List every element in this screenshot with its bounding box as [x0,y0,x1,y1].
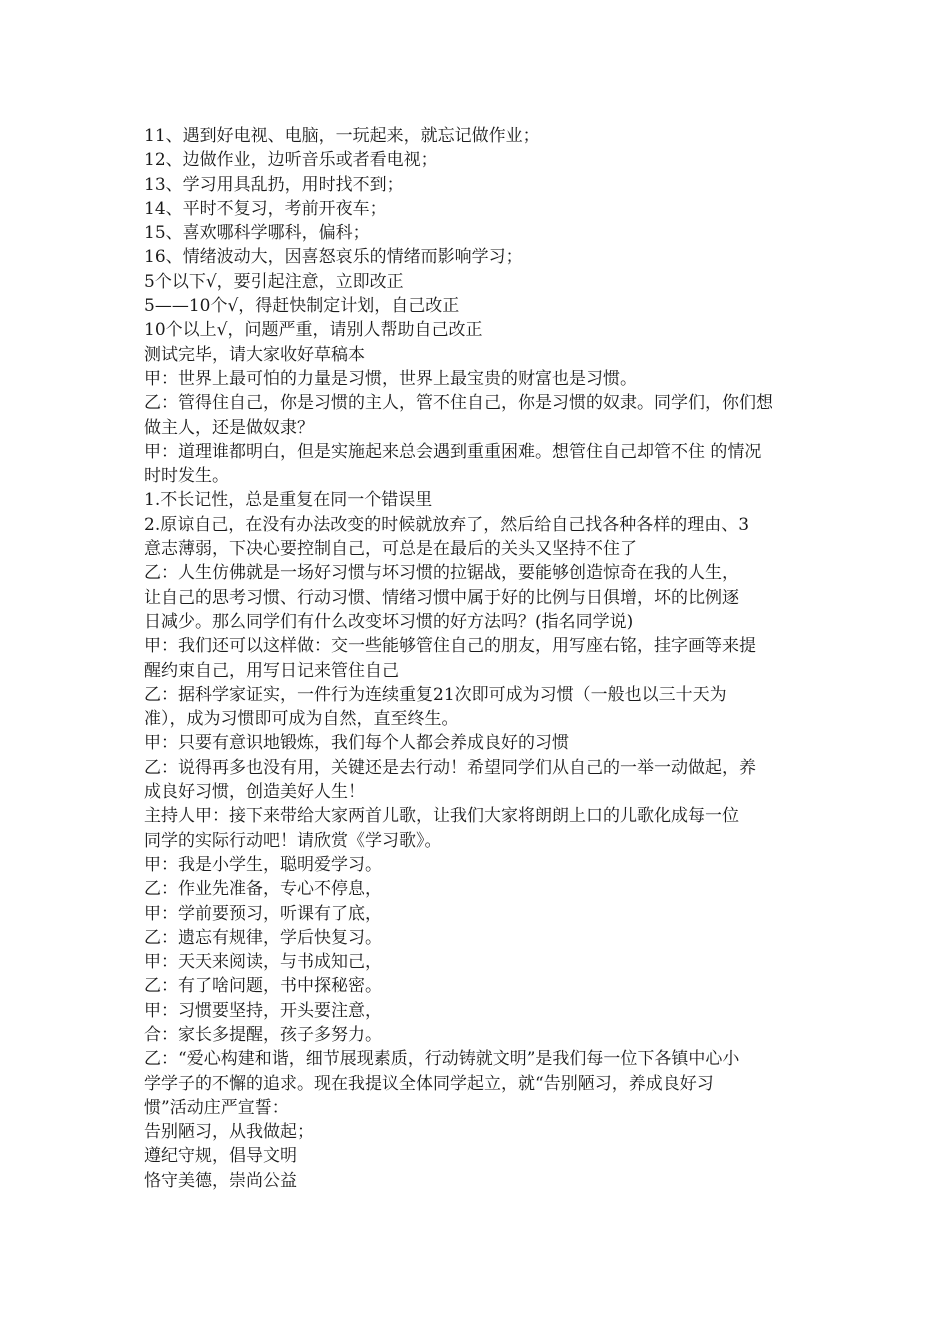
text-line: 甲：只要有意识地锻炼，我们每个人都会养成良好的习惯 [144,733,569,754]
text-line: 乙：管得住自己，你是习惯的主人，管不住自己，你是习惯的奴隶。同学们，你们想 [144,393,773,414]
text-line: 让自己的思考习惯、行动习惯、情绪习惯中属于好的比例与日俱增，坏的比例逐 [144,587,739,608]
text-line: 时时发生。 [144,466,229,487]
text-line: 甲：我是小学生，聪明爱学习。 [144,854,382,875]
text-line: 遵纪守规，倡导文明 [144,1146,297,1167]
text-line: 16、情绪波动大，因喜怒哀乐的情绪而影响学习； [144,247,523,268]
text-line: 主持人甲：接下来带给大家两首儿歌，让我们大家将朗朗上口的儿歌化成每一位 [144,806,739,827]
text-line: 5个以下√，要引起注意，立即改正 [144,271,404,292]
text-line: 乙：有了啥问题，书中探秘密。 [144,976,382,997]
text-line: 15、喜欢哪科学哪科，偏科； [144,223,370,244]
text-line: 同学的实际行动吧！请欣赏《学习歌》。 [144,830,442,851]
text-line: 乙：人生仿佛就是一场好习惯与坏习惯的拉锯战，要能够创造惊奇在我的人生， [144,563,739,584]
text-line: 乙：说得再多也没有用，关键还是去行动！希望同学们从自己的一举一动做起，养 [144,757,756,778]
text-line: 甲：道理谁都明白，但是实施起来总会遇到重重困难。想管住自己却管不住 的情况 [144,441,762,462]
text-line: 合：家长多提醒，孩子多努力。 [144,1024,382,1045]
text-line: 甲：学前要预习，听课有了底， [144,903,382,924]
document-body [144,124,812,1193]
text-line: 测试完毕，请大家收好草稿本 [144,344,365,365]
text-line: 准），成为习惯即可成为自然，直至终生。 [144,709,459,730]
text-line: 学学子的不懈的追求。现在我提议全体同学起立，就“告别陋习，养成良好习 [144,1073,714,1094]
text-line: 甲：世界上最可怕的力量是习惯，世界上最宝贵的财富也是习惯。 [144,368,637,389]
text-line: 成良好习惯，创造美好人生！ [144,782,365,803]
text-line: 甲：我们还可以这样做：交一些能够管住自己的朋友，用写座右铭，挂字画等来提 [144,636,756,657]
text-line: 13、学习用具乱扔，用时找不到； [144,174,404,195]
text-line: 14、平时不复习，考前开夜车； [144,198,387,219]
text-line: 乙：“爱心构建和谐，细节展现素质，行动铸就文明”是我们每一位下各镇中心小 [144,1049,740,1070]
text-line: 乙：遗忘有规律，学后快复习。 [144,927,382,948]
text-line: 11、遇到好电视、电脑，一玩起来，就忘记做作业； [144,126,540,146]
text-line: 做主人，还是做奴隶？ [144,417,314,438]
text-line: 意志薄弱，下决心要控制自己，可总是在最后的关头又坚持不住了 [144,539,637,560]
text-line: 恪守美德，崇尚公益 [144,1170,297,1191]
text-line: 醒约束自己，用写日记来管住自己 [144,660,399,681]
text-line: 甲：习惯要坚持，开头要注意， [144,1000,382,1021]
text-line: 乙：作业先准备，专心不停息， [144,879,382,900]
text-line: 惯”活动庄严宣誓： [144,1097,289,1118]
text-line: 告别陋习，从我做起； [144,1122,314,1143]
text-line: 12、边做作业，边听音乐或者看电视； [144,150,438,171]
text-line: 甲：天天来阅读，与书成知己， [144,952,382,973]
text-line: 乙：据科学家证实，一件行为连续重复21次即可成为习惯（一般也以三十天为 [144,684,727,705]
text-line: 10个以上√，问题严重，请别人帮助自己改正 [144,320,483,341]
text-line: 日减少。那么同学们有什么改变坏习惯的好方法吗？(指名同学说) [144,611,634,632]
text-line: 5——10个√，得赶快制定计划，自己改正 [144,296,460,317]
text-line: 2.原谅自己，在没有办法改变的时候就放弃了，然后给自己找各种各样的理由、3 [144,514,750,535]
text-line: 1.不长记性，总是重复在同一个错误里 [144,490,433,511]
